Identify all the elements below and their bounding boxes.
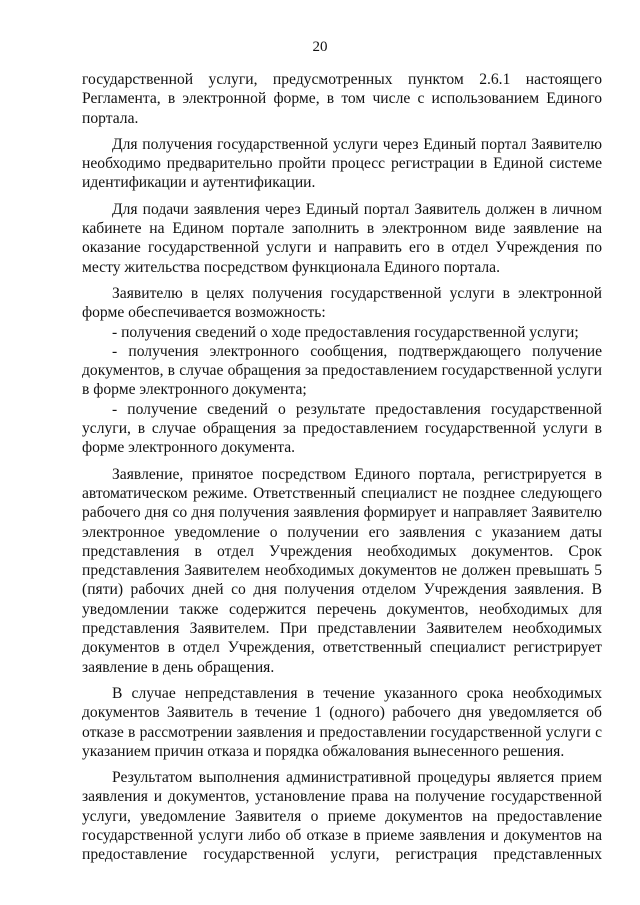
- list-item-status-info: - получения сведений о ходе предоставления государственной услуги;: [112, 323, 579, 341]
- paragraph-procedure-result: Результатом выполнения административной процедуры является прием заявления и документов, установление права на получение государственной услуги, уведомление Заявителя о приеме документов на предоставление государственной услуги либо об отказе в приеме заявления и документов на предоставление государственной услуги, регистрация представленных: [82, 769, 602, 864]
- paragraph-refusal-notice: В случае непредставления в течение указанного срока необходимых документов Заявитель в течение 1 (одного) рабочего дня уведомляется об отказе в рассмотрении заявления и предоставлении государственной услуги с указанием причин отказа и порядка обжалования вынесенного решения.: [82, 684, 602, 760]
- paragraph-registration: Для получения государственной услуги через Единый портал Заявителю необходимо предварительно пройти процесс регистрации в Единой системе идентификации и аутентификации.: [82, 135, 602, 192]
- page-number: 20: [312, 39, 328, 55]
- document-body: [82, 70, 602, 872]
- list-item-result-info: - получение сведений о результате предоставления государственной услуги, в случае обращения за предоставлением государственной услуги в форме электронного документа.: [82, 400, 602, 457]
- paragraph-application-submission: Для подачи заявления через Единый портал Заявитель должен в личном кабинете на Едином портале заполнить в электронном виде заявление на оказание государственной услуги и направить его в отдел Учреждения по месту жительства посредством функционала Единого портала.: [82, 200, 602, 276]
- paragraph-electronic-options-intro: Заявителю в целях получения государственной услуги в электронной форме обеспечивается возможность:: [82, 284, 602, 322]
- list-item-receipt-confirmation: - получения электронного сообщения, подтверждающего получение документов, в случае обращения за предоставлением государственной услуги в форме электронного документа;: [82, 342, 602, 399]
- paragraph-continuation: государственной услуги, предусмотренных пунктом 2.6.1 настоящего Регламента, в электронной форме, в том числе с использованием Единого портала.: [82, 71, 602, 127]
- paragraph-automatic-registration: Заявление, принятое посредством Единого портала, регистрируется в автоматическом режиме. Ответственный специалист не позднее следующего рабочего дня со дня получения заявления формирует и направляет Заявителю электронное уведомление о получении его заявления с указанием даты представления в отдел Учреждения необходимых документов. Срок представления Заявителем необходимых документов не должен превышать 5 (пяти) рабочих дней со дня получения отделом Учреждения заявления. В уведомлении также содержится перечень документов, необходимых для представления Заявителем. При представлении Заявителем необходимых документов в отдел Учреждения, ответственный специалист регистрирует заявление в день обращения.: [82, 465, 602, 676]
